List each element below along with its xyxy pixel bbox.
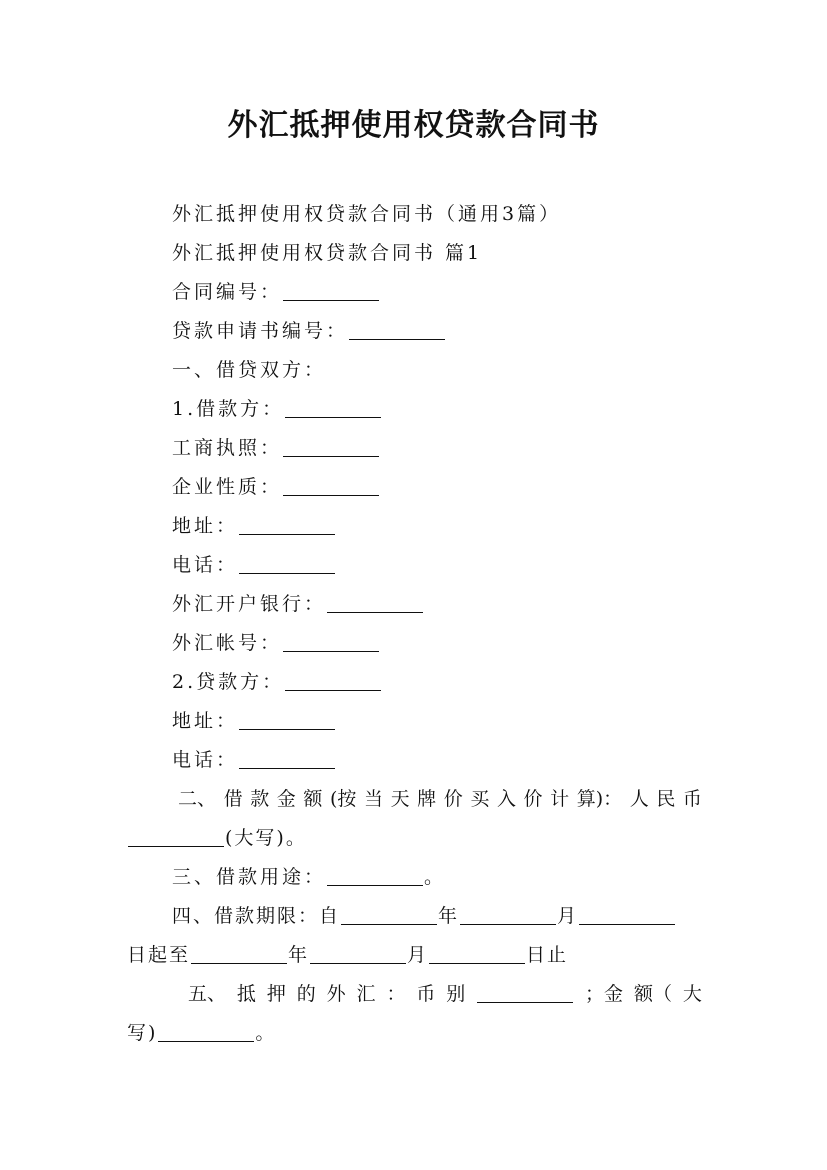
text-segment: 写) [127,1022,158,1044]
text-char: 押 [266,983,286,1005]
fill-blank [191,943,287,964]
text-segment: 日止 [526,944,569,966]
fill-blank [239,709,335,730]
lender-phone-field [172,745,336,772]
fill-blank [283,280,379,301]
text-segment: 。 [255,1022,277,1044]
borrower-phone-field [172,550,336,577]
contract-no-field [172,277,380,304]
section-5-continuation [127,1018,702,1045]
nature-field [172,472,380,499]
document-title: 外汇抵押使用权贷款合同书 [227,108,600,143]
section-2-continuation [127,823,702,850]
text-char: 额（ [633,983,672,1005]
field-label: 合同编号： [172,281,283,303]
text-char: 当 [363,788,383,810]
text-char: 民 [656,788,676,810]
field-label: 1.借款方： [172,398,285,420]
field-label: 工商执照： [172,437,283,459]
fill-blank [349,319,445,340]
fill-blank [341,904,437,925]
text-char: 买 [470,788,490,810]
text-char: 天 [390,788,410,810]
section-3-line [172,862,446,889]
fill-blank [239,514,335,535]
text-char: 大 [682,983,702,1005]
text-char: 抵 [236,983,256,1005]
field-label: 贷款申请书编号： [172,320,349,342]
fill-blank [283,436,379,457]
text-segment: (大写)。 [225,827,307,849]
text-char: 价 [443,788,463,810]
fill-blank [158,1021,254,1042]
text-char: 五、 [188,983,227,1005]
text-segment: 。 [424,866,447,888]
text-char: 外 [326,983,346,1005]
fill-blank [239,553,335,574]
license-field [172,433,380,460]
text-char: 二、 [178,788,217,810]
account-field [172,628,380,655]
field-label: 电话： [172,554,239,576]
field-label: 三、借款用途： [172,866,327,888]
text-char: 的 [296,983,316,1005]
field-label: 电话： [172,749,239,771]
text-segment: 月 [557,905,579,927]
lender-address-field [172,706,336,733]
text-char: 算)： [576,788,623,810]
field-label: 2.贷款方： [172,671,285,693]
section-4-line [172,901,676,928]
text-char: 汇 [356,983,376,1005]
lender-field [172,667,382,694]
section-4-continuation [127,940,702,967]
text-char: ： [386,983,406,1005]
text-char: 金 [276,788,296,810]
bank-field [172,589,424,616]
text-char: 入 [496,788,516,810]
field-label: 企业性质： [172,476,283,498]
fill-blank [310,943,406,964]
fill-blank [477,982,573,1003]
text-char: 计 [550,788,570,810]
text-segment: 年 [438,905,460,927]
fill-blank [128,826,224,847]
borrower-address-field [172,511,336,538]
fill-blank [460,904,556,925]
field-label: 地址： [172,515,239,537]
section-2-line [178,784,702,811]
document-subtitle: 外汇抵押使用权贷款合同书（通用3篇） [172,203,562,225]
text-char: 额 [303,788,323,810]
field-label: 外汇开户银行： [172,593,327,615]
text-segment: 月 [407,944,429,966]
text-char: 款 [250,788,270,810]
section-5-line [188,979,702,1006]
chapter-heading: 外汇抵押使用权贷款合同书 篇1 [172,242,483,264]
text-char: 别 [446,983,466,1005]
borrower-field [172,394,382,421]
fill-blank [285,397,381,418]
text-segment: 日起至 [127,944,191,966]
field-label: 外汇帐号： [172,632,283,654]
fill-blank [283,631,379,652]
section-1-heading: 一、借贷双方： [172,359,327,381]
text-char: 牌 [417,788,437,810]
fill-blank [285,670,381,691]
fill-blank [327,865,423,886]
text-char: ；金 [585,983,624,1005]
field-label: 地址： [172,710,239,732]
field-label: 四、借款期限：自 [172,905,341,927]
text-char: 人 [629,788,649,810]
fill-blank [283,475,379,496]
text-char: 价 [523,788,543,810]
fill-blank [327,592,423,613]
fill-blank [239,748,335,769]
text-segment: 年 [288,944,310,966]
fill-blank [429,943,525,964]
text-char: 借 [223,788,243,810]
text-char: 币 [416,983,436,1005]
text-char: (按 [329,788,357,810]
text-char: 币 [682,788,702,810]
application-no-field [172,316,446,343]
fill-blank [579,904,675,925]
